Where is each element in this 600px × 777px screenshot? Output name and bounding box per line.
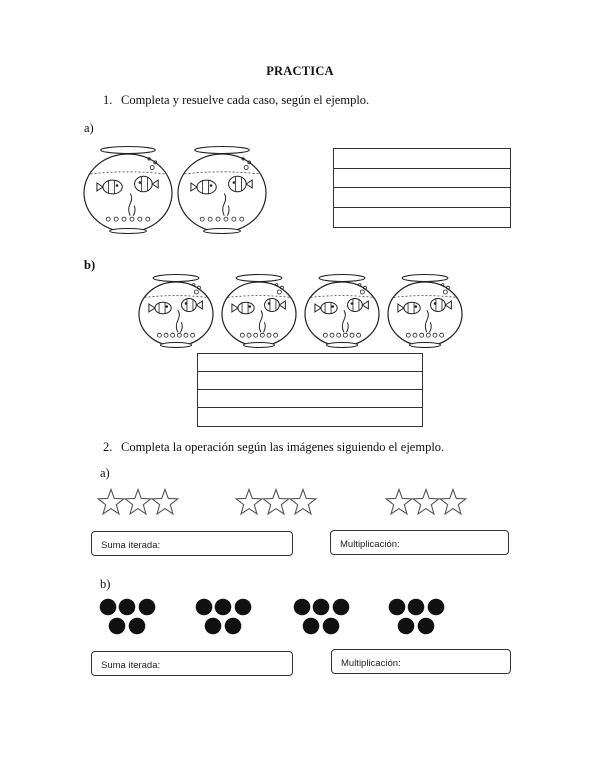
iterated-sum-box-b[interactable] (91, 651, 293, 676)
dot-icon (129, 618, 146, 635)
dot-icon (303, 618, 320, 635)
fishbowl-b-2 (222, 275, 296, 348)
iterated-sum-label-b: Suma iterada: (101, 660, 161, 671)
q2-part-a-label: a) (100, 466, 110, 480)
star-icon (125, 490, 151, 514)
dot-icon (100, 599, 117, 616)
multiplication-box-a[interactable] (330, 530, 509, 555)
dot-icon (225, 618, 242, 635)
star-icon (263, 490, 289, 514)
star-icon (413, 490, 439, 514)
dot-icon (196, 599, 213, 616)
answer-lines-1a[interactable] (333, 148, 511, 228)
iterated-sum-box-a[interactable] (91, 531, 293, 556)
dot-icon (294, 599, 311, 616)
q1-part-b-label: b) (84, 258, 96, 272)
question-1-text: Completa y resuelve cada caso, según el ejemplo. (121, 93, 370, 107)
fishbowl-b-4 (388, 275, 462, 348)
q1-part-a-label: a) (84, 121, 94, 135)
dot-icon (139, 599, 156, 616)
answer-lines-1b[interactable] (197, 353, 423, 427)
dot-icon (109, 618, 126, 635)
dot-icon (398, 618, 415, 635)
star-icon (152, 490, 178, 514)
star-icon (386, 490, 412, 514)
multiplication-box-b[interactable] (331, 649, 511, 674)
dot-icon (389, 599, 406, 616)
dot-icon (205, 618, 222, 635)
dot-icon (215, 599, 232, 616)
star-groups (98, 488, 478, 518)
multiplication-label-a: Multiplicación: (340, 539, 400, 550)
page-title: PRACTICA (266, 64, 334, 78)
fishbowl-b-1 (139, 275, 213, 348)
dot-icon (418, 618, 435, 635)
multiplication-label-b: Multiplicación: (341, 658, 401, 669)
fishbowl-b-3 (305, 275, 379, 348)
star-icon (290, 490, 316, 514)
dot-icon (333, 599, 350, 616)
star-icon (98, 490, 124, 514)
question-2-number: 2. (103, 440, 113, 454)
dot-icon (313, 599, 330, 616)
fishbowl-a-1 (84, 147, 172, 234)
star-icon (236, 490, 262, 514)
dot-icon (119, 599, 136, 616)
question-1-number: 1. (103, 93, 113, 107)
q2-part-b-label: b) (100, 577, 111, 591)
dot-icon (323, 618, 340, 635)
dot-groups (98, 597, 478, 637)
iterated-sum-label-a: Suma iterada: (101, 540, 161, 551)
dot-icon (408, 599, 425, 616)
dot-icon (428, 599, 445, 616)
fishbowl-group-a (82, 143, 272, 233)
question-2-text: Completa la operación según las imágenes siguiendo el ejemplo. (121, 440, 445, 454)
dot-icon (235, 599, 252, 616)
fishbowl-a-2 (178, 147, 266, 234)
fishbowl-group-b (136, 270, 472, 348)
star-icon (440, 490, 466, 514)
